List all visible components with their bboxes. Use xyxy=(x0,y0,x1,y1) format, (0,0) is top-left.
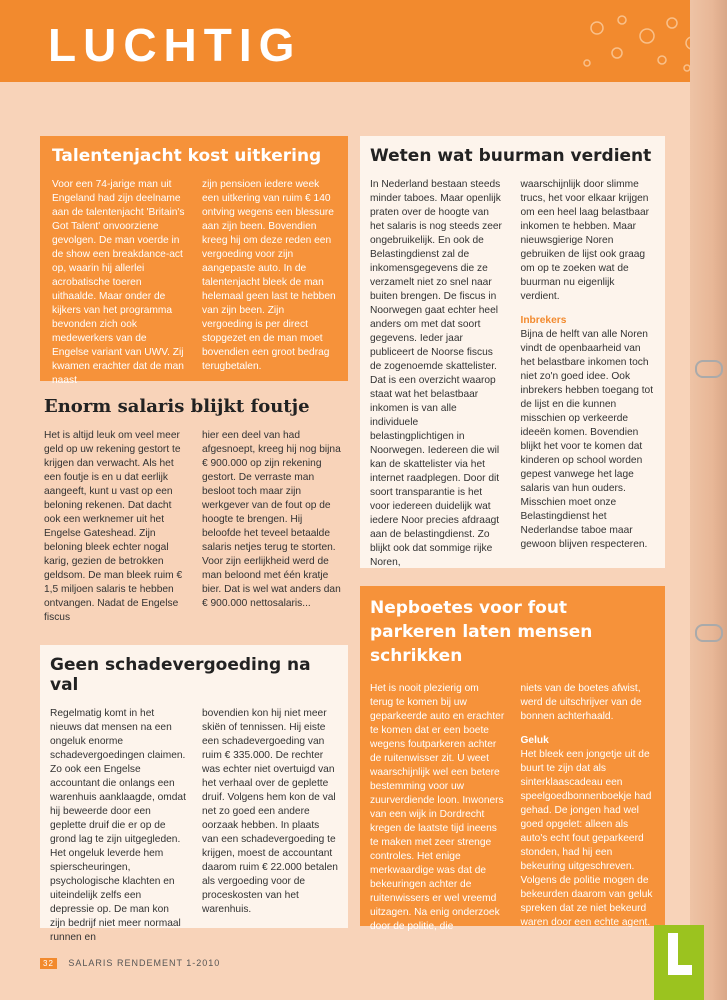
article-column: zijn pensioen iedere week een uitkering van ruim € 140 ontving wegens een blessure aan zijn been. Bovendien kreeg hij om deze reden een vergoeding voor zijn aangepaste auto. In de talentenjacht bleek de man helemaal geen last te hebben van zijn been. Zijn vergoeding is per direct stopgezet en de man moet bovendien een groot bedrag terugbetalen. xyxy=(202,179,336,372)
section-title: LUCHTIG xyxy=(48,19,302,71)
article-column: Regelmatig komt in het nieuws dat mensen na een ongeluk enorme schadevergoedingen claimen. Zo ook een Engelse accountant die onlangs een warenhuis aanklaagde, omdat hij beweerde door een geplette druif die er op de grond lag te zijn uitgegleden. Het ongeluk leverde hem spierscheuringen, psychologische klachten en uiteindelijk zelfs een depressie op. De man kon zijn bedrijf niet meer normaal runnen en xyxy=(50,708,186,943)
article-column: Het is nooit plezierig om terug te komen bij uw geparkeerde auto en erachter te komen dat er een boete wegens foutparkeren achter de ruitenwisser zit. U weet waarschijnlijk wel een betere bestemming voor uw zuurverdiende loon. Inwoners van een wijk in Dordrecht kregen de laatste tijd ineens te maken met zeer strenge controles. Het enige merkwaardige was dat de bekeuringen achter de ruitenwissers er wel vreemd uitzagen. Na enig onderzoek door de politie, die xyxy=(370,683,505,932)
section-header xyxy=(0,0,727,82)
binder-ring xyxy=(695,624,723,642)
bubbles-decoration-icon xyxy=(577,8,707,78)
article-talentenjacht xyxy=(40,136,348,386)
publication-name: SALARIS RENDEMENT 1-2010 xyxy=(68,958,221,968)
article-subhead: Geluk xyxy=(520,735,549,746)
article-title: Talentenjacht kost uitkering xyxy=(52,146,322,166)
page-number: 32 xyxy=(40,958,57,969)
article-title: Weten wat buurman verdient xyxy=(370,146,652,166)
article-column: In Nederland bestaan steeds minder taboes. Maar openlijk praten over de hoogte van het salaris is nog steeds zeer ongebruikelijk. En ook de Belastingdienst zal de inkomensgegevens die ze verzamelt niet zo snel naar buiten brengen. De fiscus in Noorwegen gaat echter heel anders om met dat soort gegevens. Ieder jaar publiceert de Noorse fiscus de zogenoemde skattelister. Dat is een overzicht waarop staat wat het belastbaar inkomen is van alle individuele belastingplichtigen in Noorwegen. Iedereen die wil kan de skattelister via het internet raadplegen. Door dit soort transparantie is het voor iedereen duidelijk wat iedere Noor precies afdraagt aan de belastingdienst. Zo blijkt ook dat sommige rijke Noren, xyxy=(370,179,502,568)
page-footer xyxy=(40,958,220,969)
article-column: Bijna de helft van alle Noren vindt de openbaarheid van het belastbare inkomen toch niet zo'n goed idee. Ook inbrekers hebben toegang tot de lijst en die kunnen misschien op verkeerde ideeën komen. Bovendien blijkt het voor te komen dat kinderen op school worden gepest vanwege het lage salaris van hun ouders. Misschien moet onze Belastingdienst het Nederlandse taboe maar gewoon blijven respecteren. xyxy=(520,329,654,550)
article-nepboetes xyxy=(360,586,665,932)
article-column: bovendien kon hij niet meer skiën of tennissen. Hij eiste een schadevergoeding van ruim € 335.000. De rechter was echter niet overtuigd van het verhaal over de geplette druif. Volgens hem kon de val net zo goed een andere oorzaak hebben. In plaats van een schadevergoeding te krijgen, moest de accountant daarom ruim € 22.000 betalen als vergoeding voor de proceskosten van het warenhuis. xyxy=(202,708,338,915)
article-column: Het is altijd leuk om veel meer geld op uw rekening gestort te krijgen dan verwacht. Als het een foutje is en u dat eerlijk aangeeft, kunt u vast op een beloning rekenen. Dat dacht ook een werknemer uit het Engelse Gateshead. Zijn beloning bleek echter nogal karig, gezien de betrokken geldsom. De man bleek ruim € 1,5 miljoen salaris te hebben ontvangen. Nadat de Engelse fiscus xyxy=(44,430,183,623)
binder-ring xyxy=(695,360,723,378)
article-column: Voor een 74-jarige man uit Engeland had zijn deelname aan de talentenjacht 'Britain's Got Talent' onvoorziene gevolgen. De man voerde in de show een breakdance-act op, waarin hij allerlei acrobatische toeren uithaalde. Maar onder de kijkers van het programma bevonden zich ook medewerkers van de Engelse variant van UWV. Zij kwamen erachter dat de man naast xyxy=(52,179,185,386)
article-column: waarschijnlijk door slimme trucs, het voor elkaar krijgen om een heel laag belastbaar inkomen te hebben. Maar nieuwsgierige Noren gebruiken de lijst ook graag om op te zoeken wat de buurman nu eigenlijk verdient. xyxy=(520,179,650,302)
article-schadevergoeding xyxy=(40,645,348,943)
article-subhead: Inbrekers xyxy=(520,315,567,326)
article-buurman xyxy=(360,136,665,568)
article-column: Het bleek een jongetje uit de buurt te zijn dat als sinterklaascadeau een speelgoedbonnenboekje had gehad. De jongen had wel goed opgelet: alleen als auto's echt fout geparkeerd stonden, had hij een bekeuring uitgeschreven. Volgens de politie mogen de bekeurden daarom van geluk spreken dat ze niet bekeurd waren door een echte agent. xyxy=(520,749,653,928)
l-logo-icon xyxy=(654,925,704,1000)
article-column: hier een deel van had afgesnoept, kreeg hij nog bijna € 900.000 op zijn rekening gestort. De verraste man besloot toch maar zijn werkgever van de fout op de hoogte te brengen. Hij beloofde het teveel betaalde salaris netjes terug te storten. Voor zijn eerlijkheid werd de man beloond met één kratje bier. Dat is wel wat anders dan € 900.000 nettosalaris... xyxy=(202,430,341,609)
article-title: Nepboetes voor fout parkeren laten mensen schrikken xyxy=(370,598,593,666)
article-salaris xyxy=(40,392,348,630)
article-title: Geen schadevergoeding na val xyxy=(50,655,311,695)
article-column: niets van de boetes afwist, werd de uitschrijver van de bonnen achterhaald. xyxy=(520,683,642,722)
page-spine xyxy=(690,0,727,1000)
article-title: Enorm salaris blijkt foutje xyxy=(44,396,310,417)
